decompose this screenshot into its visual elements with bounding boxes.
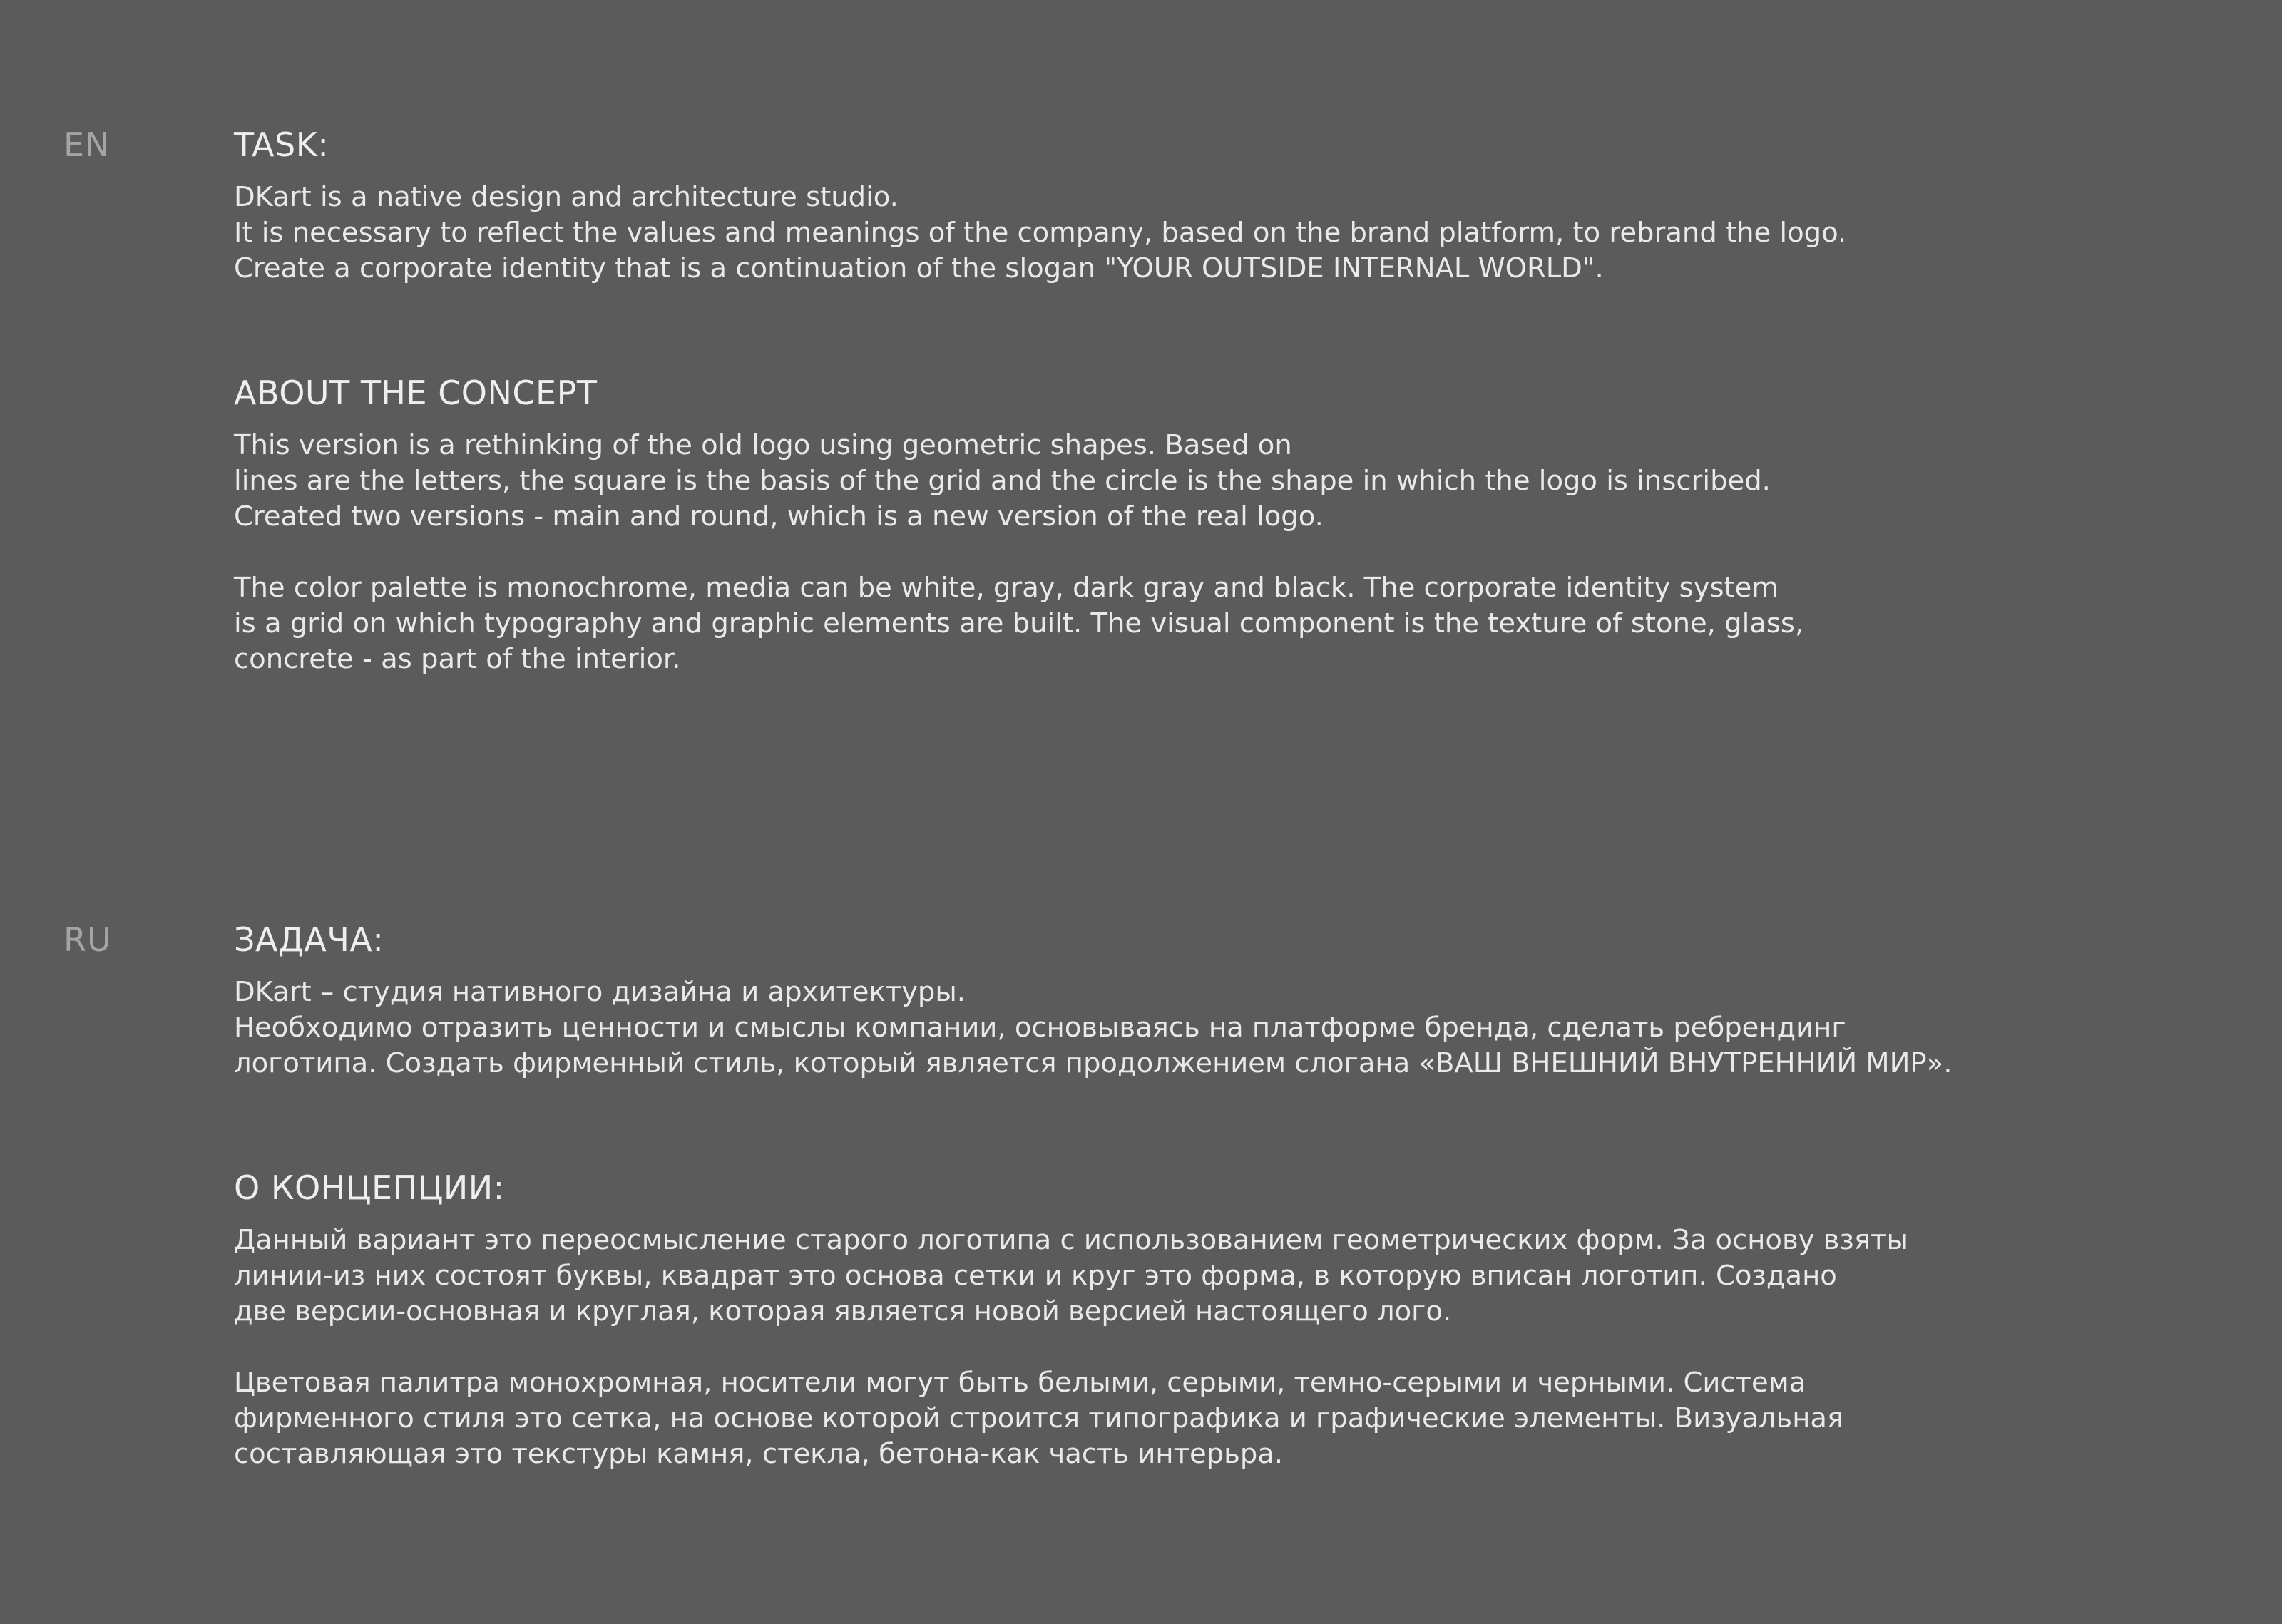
text-line: lines are the letters, the square is the basis of the grid and the circle is the shape in which the logo is inscribed. xyxy=(234,465,1771,497)
concept-paragraph-2-ru xyxy=(234,1365,2231,1472)
text-line: логотипа. Создать фирменный стиль, который является продолжением слогана «ВАШ ВНЕШНИЙ ВНУТРЕННИЙ МИР». xyxy=(234,1047,1953,1079)
text-line: Цветовая палитра монохромная, носители могут быть белыми, серыми, темно-серыми и черными. Система xyxy=(234,1367,1806,1399)
language-label-en: EN xyxy=(63,125,111,164)
text-line: concrete - as part of the interior. xyxy=(234,643,681,675)
concept-paragraph-1-en xyxy=(234,428,2231,535)
concept-heading-ru: О КОНЦЕПЦИИ: xyxy=(234,1168,505,1207)
text-line: две версии-основная и круглая, которая является новой версией настоящего лого. xyxy=(234,1295,1452,1327)
text-line: линии-из них состоят буквы, квадрат это основа сетки и круг это форма, в которую вписан логотип. Создано xyxy=(234,1260,1837,1292)
text-line: DKart – студия нативного дизайна и архитектуры. xyxy=(234,976,966,1008)
text-line: Необходимо отразить ценности и смыслы компании, основываясь на платформе бренда, сделать ребрендинг xyxy=(234,1012,1846,1044)
content-ru xyxy=(234,916,2231,1472)
text-line: Данный вариант это переосмысление старого логотипа с использованием геометрических форм. За основу взяты xyxy=(234,1224,1908,1256)
text-line: This version is a rethinking of the old logo using geometric shapes. Based on xyxy=(234,429,1292,461)
text-line: DKart is a native design and architecture studio. xyxy=(234,181,899,213)
text-line: составляющая это текстуры камня, стекла, бетона-как часть интерьра. xyxy=(234,1438,1284,1470)
task-heading-en: TASK: xyxy=(234,125,329,164)
text-line: It is necessary to reflect the values and meanings of the company, based on the brand platform, to rebrand the logo. xyxy=(234,217,1847,249)
task-paragraph-en xyxy=(234,180,2231,287)
text-line: The color palette is monochrome, media can be white, gray, dark gray and black. The corporate identity system xyxy=(234,572,1779,604)
concept-paragraph-1-ru xyxy=(234,1223,2231,1330)
concept-paragraph-2-en xyxy=(234,570,2231,677)
content-en xyxy=(234,121,2231,677)
text-line: фирменного стиля это сетка, на основе которой строится типографика и графические элементы. Визуальная xyxy=(234,1402,1844,1434)
task-heading-ru: ЗАДАЧА: xyxy=(234,920,384,959)
text-line: Created two versions - main and round, which is a new version of the real logo. xyxy=(234,500,1324,533)
language-label-ru: RU xyxy=(63,920,112,959)
task-paragraph-ru xyxy=(234,975,2231,1081)
concept-heading-en: ABOUT THE CONCEPT xyxy=(234,374,598,412)
text-line: Create a corporate identity that is a continuation of the slogan "YOUR OUTSIDE INTERNAL WORLD". xyxy=(234,252,1604,284)
text-line: is a grid on which typography and graphic elements are built. The visual component is the texture of stone, glass, xyxy=(234,607,1804,639)
